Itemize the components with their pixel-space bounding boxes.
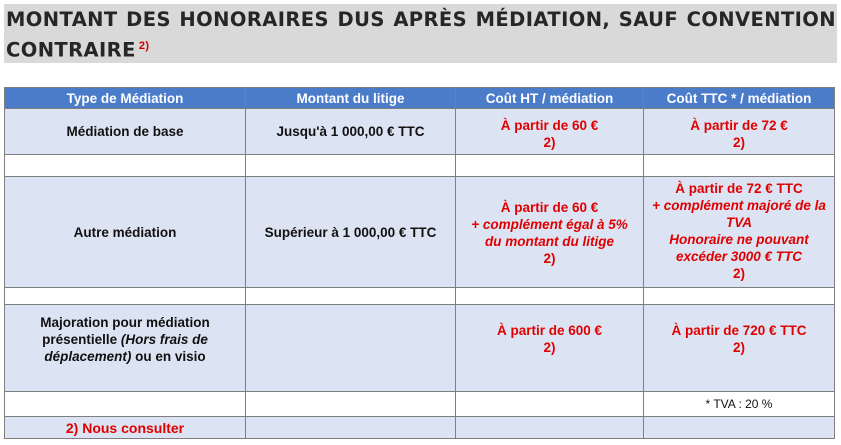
title-footnote-ref: 2) [138, 40, 150, 52]
table-row [5, 305, 835, 392]
cell-type-base: Médiation de base [5, 109, 246, 155]
col-header-cost-ht: Coût HT / médiation [456, 88, 644, 109]
fees-table [4, 87, 835, 439]
tva-row [5, 392, 835, 417]
cell-amount-other: Supérieur à 1 000,00 € TTC [246, 177, 456, 288]
cell-ttc-base: À partir de 72 € 2) [644, 109, 835, 155]
cell-type-surcharge: Majoration pour médiation présentielle (Hors frais de déplacement) ou en visio [5, 305, 246, 392]
cell-ht-surcharge: À partir de 600 € 2) [456, 305, 644, 392]
cell-ttc-surcharge: À partir de 720 € TTC 2) [644, 305, 835, 392]
cell-ht-base: À partir de 60 € 2) [456, 109, 644, 155]
cell-amount-surcharge [246, 305, 456, 392]
spacer-row [5, 155, 835, 177]
col-header-amount: Montant du litige [246, 88, 456, 109]
consult-row [5, 417, 835, 439]
spacer-row [5, 288, 835, 305]
cell-type-other: Autre médiation [5, 177, 246, 288]
table-header-row [5, 88, 835, 109]
cell-ht-other: À partir de 60 € + complément égal à 5% du montant du litige 2) [456, 177, 644, 288]
tva-note: * TVA : 20 % [644, 392, 835, 417]
table-row [5, 109, 835, 155]
page-title: MONTANT DES HONORAIRES DUS APRÈS MÉDIATION, SAUF CONVENTION CONTRAIRE $^{2)}$ [6, 8, 836, 62]
col-header-type: Type de Médiation [5, 88, 246, 109]
cell-ttc-other: À partir de 72 € TTC + complément majoré de la TVA Honoraire ne pouvant excéder 3000 € TTC 2) [644, 177, 835, 288]
table-row [5, 177, 835, 288]
cell-amount-base: Jusqu'à 1 000,00 € TTC [246, 109, 456, 155]
col-header-cost-ttc: Coût TTC * / médiation [644, 88, 835, 109]
consult-note: 2) Nous consulter [5, 417, 246, 439]
